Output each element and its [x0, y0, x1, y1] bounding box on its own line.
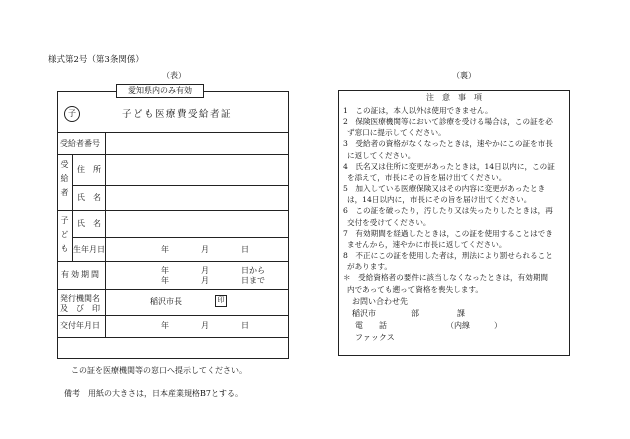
guardian-group-label: 受給者 — [60, 160, 69, 202]
note-line: は，14日以内に，市長にその旨を届け出てください。 — [347, 195, 532, 205]
child-group-label: 子ども — [60, 216, 69, 258]
contact-title: お問い合わせ先 — [352, 297, 408, 306]
form-number: 様式第2号（第3条関係） — [48, 55, 144, 65]
note-line: 6 この証を破ったり，汚したり又は失ったりしたときは，再 — [343, 206, 553, 216]
recipient-number-label: 受給者番号 — [60, 139, 100, 148]
note-line: 交付を受けてください。 — [347, 217, 431, 227]
note-line: 3 受給者の資格がなくなったときは，速やかにこの証を市長 — [343, 139, 553, 149]
from-month: 月 — [201, 266, 209, 275]
note-line: ＊ 受給資格者の要件に該当しなくなったときは，有効期間 — [343, 273, 549, 283]
issuer-name: 稲沢市長 — [150, 297, 182, 306]
contact-section: 課 — [457, 309, 465, 318]
notes-header: 注 意 事 項 — [426, 93, 482, 102]
issue-year: 年 — [161, 321, 169, 330]
birth-day: 日 — [241, 245, 249, 254]
card-title: 子ども医療費受給者証 — [122, 109, 233, 120]
contact-dept: 部 — [411, 309, 419, 318]
back-side-label: （裏） — [452, 71, 476, 80]
note-line: 1 この証は，本人以外は使用できません。 — [343, 106, 493, 115]
note-line: 4 氏名又は住所に変更があったときは，14日以内に，この証 — [343, 161, 555, 171]
note-line: 8 不正にこの証を使用した者は，刑法により罰せられること — [343, 251, 553, 261]
from-year: 年 — [161, 266, 169, 275]
to-year: 年 — [161, 276, 169, 285]
remark: 備考 用紙の大きさは，日本産業規格B7とする。 — [64, 389, 243, 398]
contact-fax: ファックス — [355, 333, 395, 342]
birth-date-label: 生年月日 — [73, 245, 105, 254]
note-line: ませんから，速やかに市長に返してください。 — [347, 239, 507, 249]
issue-day: 日 — [241, 321, 249, 330]
note-line: 7 有効期間を経過したときは，この証を使用することはでき — [343, 228, 553, 238]
contact-ext: （内線 ） — [446, 321, 502, 330]
seal: 印 — [217, 296, 225, 304]
birth-year: 年 — [161, 245, 169, 254]
child-name-label: 氏 名 — [77, 219, 101, 228]
note-line: 5 加入している医療保険又はその内容に変更があったとき — [343, 184, 546, 194]
from-day: 日から — [241, 266, 265, 275]
to-month: 月 — [201, 276, 209, 285]
issuer-label: 発行機関名 及 び 印 — [60, 294, 100, 313]
guardian-name-label: 氏 名 — [77, 193, 101, 202]
to-day: 日まで — [241, 276, 265, 285]
issue-month: 月 — [201, 321, 209, 330]
issue-date-label: 交付年月日 — [60, 321, 100, 330]
address-label: 住 所 — [77, 165, 101, 174]
contact-phone: 電 話 — [355, 321, 387, 330]
contact-city: 稲沢市 — [352, 309, 376, 318]
note-line: 2 保険医療機関等において診療を受ける場合は，この証を必 — [343, 117, 553, 127]
valid-period-label: 有効期間 — [61, 270, 101, 279]
notice: この証を医療機関等の窓口へ提示してください。 — [71, 366, 247, 375]
note-line: ず窓口に提示してください。 — [347, 128, 446, 138]
validity-tag: 愛知県内のみ有効 — [128, 86, 192, 95]
note-line: に返してください。 — [347, 150, 416, 160]
notes-list — [343, 105, 555, 295]
note-line: があります。 — [347, 262, 392, 272]
note-line: を添えて，市長にその旨を届け出てください。 — [347, 172, 507, 182]
front-side-label: （表） — [162, 71, 186, 80]
birth-month: 月 — [201, 245, 209, 254]
note-line: 内であっても遡って資格を喪失します。 — [347, 284, 484, 294]
child-mark: 子 — [68, 109, 76, 118]
